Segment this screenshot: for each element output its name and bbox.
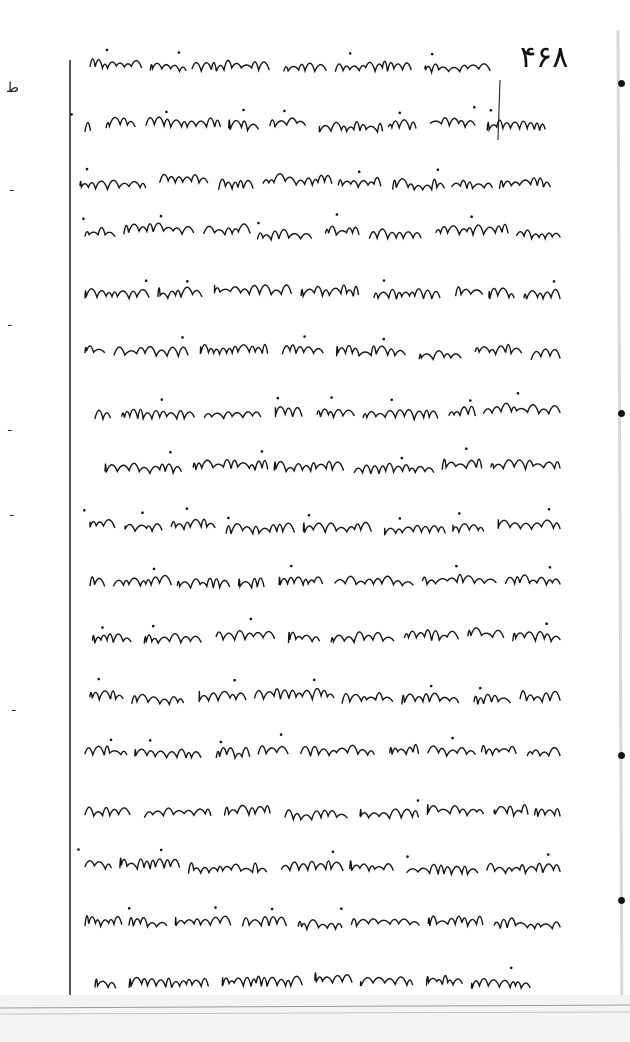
ink-dot [290,565,293,568]
manuscript-line [95,970,530,1000]
margin-mark: ـ [8,420,12,434]
manuscript-line [85,281,560,311]
binding-hole [618,410,625,417]
manuscript-line [95,400,560,430]
ink-dot [242,109,245,112]
manuscript-line [90,55,490,85]
ink-dot [214,906,217,909]
ink-dot [186,507,189,510]
binding-hole [618,897,625,904]
ink-dot [283,110,286,113]
folio-number: ۴۶۸ [520,40,569,75]
manuscript-line [90,625,560,655]
margin-mark: ـ [12,700,16,714]
ink-dot [97,678,100,681]
ink-dot [250,618,253,621]
ink-dot [465,447,468,450]
ink-dot [330,396,333,399]
ink-dot [548,508,551,511]
manuscript-line [80,170,550,200]
ink-dot [160,849,163,852]
binding-hole [618,80,625,87]
ink-dot [455,565,458,568]
manuscript-line [85,910,560,940]
scan-noise-bottom [0,995,630,1042]
ink-dot [280,733,283,736]
margin-mark: ط [6,80,19,96]
manuscript-line [85,685,560,715]
ink-dot [83,509,86,512]
manuscript-line [90,570,560,600]
binding-edge [618,30,622,1040]
manuscript-line [85,800,560,830]
ink-dot [510,967,513,970]
margin-mark: ـ [10,180,14,194]
ink-dot [181,336,184,339]
ink-dot [106,49,109,52]
manuscript-line [85,113,545,143]
ink-dot [473,106,476,109]
ink-dot [70,113,73,116]
manuscript-line [85,340,560,370]
ink-dot [549,566,552,569]
ink-dot [336,213,339,216]
binding-hole [618,752,625,759]
ink-dot [160,215,163,218]
ink-dot [233,679,236,682]
ink-dot [517,392,520,395]
ink-dot [261,450,264,453]
ink-dot [490,109,493,112]
manuscript-line [90,515,560,545]
manuscript-line [90,455,560,485]
ink-dot [277,397,280,400]
ink-dot [303,335,306,338]
ink-dot [451,737,454,740]
ink-dot [313,679,316,682]
ink-dot [141,511,144,514]
ink-dot [470,215,473,218]
margin-mark: ـ [8,315,12,329]
manuscript-line [85,740,560,770]
ink-dot [169,451,172,454]
ink-dot [77,848,80,851]
ink-dot [178,51,181,54]
manuscript-line [85,855,560,885]
ink-dot [332,851,335,854]
margin-mark: ـ [10,505,14,519]
manuscript-line [85,220,560,250]
